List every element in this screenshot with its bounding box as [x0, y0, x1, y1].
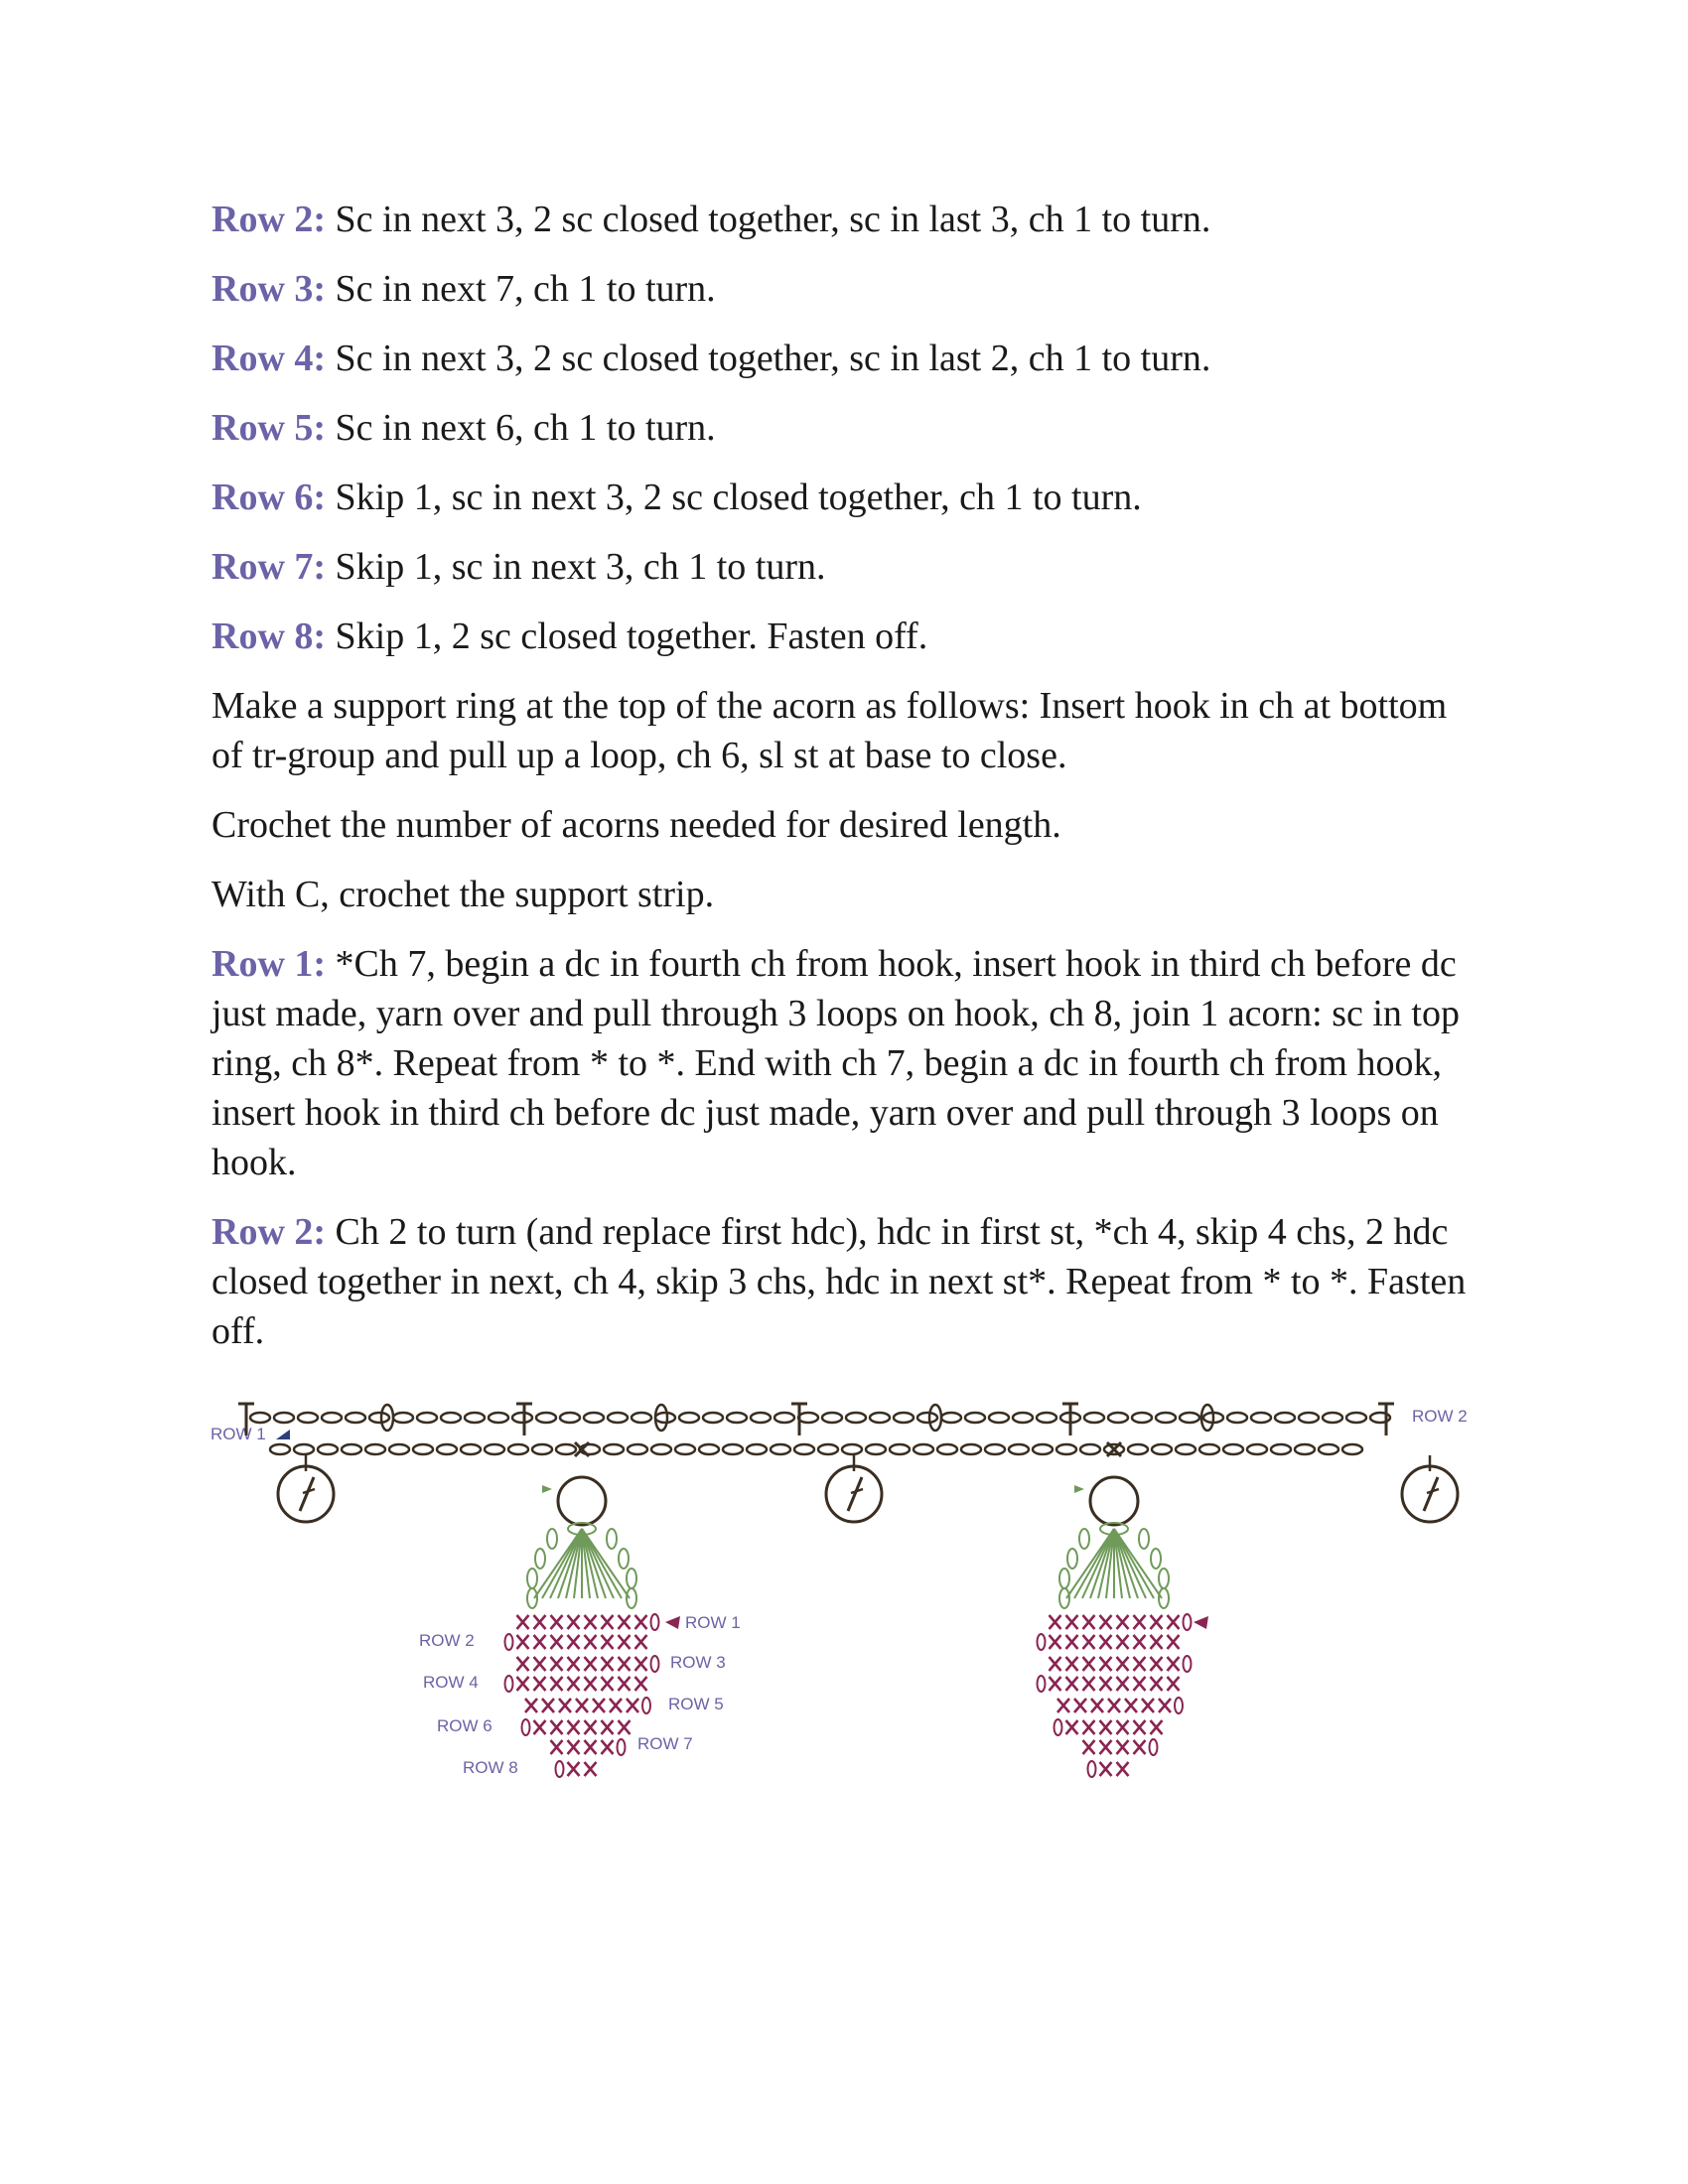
instruction-row-4 [211, 334, 1482, 383]
sc-stitch [1151, 1635, 1163, 1649]
chain-stitch [369, 1413, 389, 1423]
chain-stitch [1080, 1444, 1100, 1454]
acorn-row7-label: ROW 7 [637, 1734, 693, 1753]
chain-stitch [1009, 1444, 1029, 1454]
chain-stitch [318, 1444, 338, 1454]
chain-stitch [1275, 1413, 1295, 1423]
acorn-row3-label: ROW 3 [670, 1653, 726, 1672]
sc-stitch [576, 1699, 588, 1712]
cap-chain [1059, 1588, 1069, 1608]
dc-stitch [848, 1477, 862, 1511]
sc-stitch [1151, 1615, 1163, 1629]
sc-stitch [1066, 1720, 1078, 1734]
sc-stitch [525, 1699, 537, 1712]
support-strip-paragraph [211, 870, 1482, 919]
sc-stitch [1050, 1657, 1061, 1671]
sc-stitch [1159, 1699, 1171, 1712]
sc-stitch [568, 1677, 580, 1691]
chain-stitch [274, 1413, 294, 1423]
row-label: Row 2: [211, 1211, 327, 1253]
chain-stitch [532, 1444, 552, 1454]
sc-stitch [602, 1615, 614, 1629]
chain-stitch [1271, 1444, 1291, 1454]
strip-row-2 [211, 1207, 1482, 1356]
chain-stitch [417, 1413, 437, 1423]
acorn-row1-arrow [665, 1616, 680, 1629]
sc-stitch [1117, 1677, 1129, 1691]
turning-chain [505, 1634, 513, 1650]
chain-stitch [1128, 1444, 1148, 1454]
row-text: Skip 1, sc in next 3, 2 sc closed together, ch 1 to turn. [326, 477, 1142, 518]
chain-stitch [822, 1413, 842, 1423]
chain-stitch [1342, 1444, 1362, 1454]
sc-stitch [602, 1720, 614, 1734]
sc-stitch [1168, 1635, 1180, 1649]
chain-stitch [699, 1444, 719, 1454]
chain-stitch [1176, 1444, 1196, 1454]
turning-chain [1088, 1761, 1096, 1777]
chain-stitch [1180, 1413, 1199, 1423]
strip-row-1 [211, 939, 1482, 1187]
sc-stitch [1134, 1657, 1146, 1671]
sc-stitch [1057, 1699, 1069, 1712]
chain-stitch [1033, 1444, 1053, 1454]
cap-chain [627, 1588, 636, 1608]
sc-stitch [635, 1615, 647, 1629]
chain-stitch [727, 1413, 747, 1423]
chain-stitch [894, 1413, 914, 1423]
cap-chain [527, 1588, 537, 1608]
sc-stitch [551, 1720, 563, 1734]
chain-stitch [485, 1444, 504, 1454]
sc-stitch [585, 1720, 597, 1734]
row-label: Row 5: [211, 407, 327, 449]
sc-stitch [1083, 1720, 1095, 1734]
chain-stitch [1346, 1413, 1366, 1423]
chain-stitch [798, 1413, 818, 1423]
sc-stitch [534, 1677, 546, 1691]
row-text: Sc in next 7, ch 1 to turn. [326, 268, 716, 310]
sc-stitch [1134, 1720, 1146, 1734]
chain-stitch [818, 1444, 838, 1454]
sc-stitch [1100, 1615, 1112, 1629]
sc-stitch [568, 1720, 580, 1734]
row-text: Skip 1, sc in next 3, ch 1 to turn. [326, 546, 826, 588]
hdc-cluster [929, 1405, 941, 1431]
chain-stitch [1323, 1413, 1342, 1423]
turning-chain [1150, 1739, 1158, 1755]
sc-stitch [1117, 1720, 1129, 1734]
sc-stitch [568, 1635, 580, 1649]
sc-stitch [534, 1657, 546, 1671]
sc-stitch [1100, 1635, 1112, 1649]
chain-stitch [965, 1413, 985, 1423]
sc-stitch [1066, 1635, 1078, 1649]
chain-stitch [870, 1413, 890, 1423]
acorn-row1-label: ROW 1 [685, 1613, 741, 1632]
instruction-text [211, 195, 1482, 1376]
sc-stitch [1134, 1740, 1146, 1754]
sc-stitch [1142, 1699, 1154, 1712]
turning-chain [651, 1656, 659, 1672]
sc-stitch [542, 1699, 554, 1712]
cap-chain [535, 1549, 545, 1569]
chain-stitch [1319, 1444, 1338, 1454]
sc-stitch [1100, 1677, 1112, 1691]
chain-stitch [437, 1444, 457, 1454]
chain-stitch [1223, 1444, 1243, 1454]
turning-chain [1038, 1676, 1046, 1692]
chain-stitch [1037, 1413, 1056, 1423]
paragraph-text: With C, crochet the support strip. [211, 874, 715, 915]
chain-stitch [250, 1413, 270, 1423]
turning-chain [651, 1614, 659, 1630]
support-ring [558, 1477, 606, 1525]
sc-stitch [610, 1699, 622, 1712]
cap-chain [619, 1549, 629, 1569]
turning-chain [642, 1698, 650, 1713]
instruction-row-2 [211, 195, 1482, 244]
row-text: Skip 1, 2 sc closed together. Fasten off. [326, 615, 928, 657]
sc-stitch [619, 1615, 631, 1629]
support-ring [1090, 1477, 1138, 1525]
chain-stitch [441, 1413, 461, 1423]
sc-stitch [517, 1657, 529, 1671]
sc-stitch [1066, 1677, 1078, 1691]
sc-stitch [1134, 1677, 1146, 1691]
row-label: Row 6: [211, 477, 327, 518]
sc-stitch [534, 1720, 546, 1734]
turning-chain [1055, 1719, 1062, 1735]
chain-stitch [774, 1413, 794, 1423]
chain-stitch [842, 1444, 862, 1454]
chain-stitch [584, 1413, 604, 1423]
chain-stitch [1156, 1413, 1176, 1423]
chain-stitch [866, 1444, 886, 1454]
chain-stitch [389, 1444, 409, 1454]
crochet-chart [199, 1390, 1509, 1807]
row-label: Row 8: [211, 615, 327, 657]
cap-chain [607, 1529, 617, 1549]
sc-stitch [585, 1677, 597, 1691]
sc-stitch [1117, 1657, 1129, 1671]
chain-stitch [270, 1444, 290, 1454]
chain-stitch [413, 1444, 433, 1454]
sc-stitch [602, 1677, 614, 1691]
chain-stitch [655, 1413, 675, 1423]
sc-stitch [551, 1615, 563, 1629]
sc-stitch [1151, 1657, 1163, 1671]
chain-stitch [890, 1444, 910, 1454]
paragraph-text: Crochet the number of acorns needed for desired length. [211, 804, 1061, 846]
chain-stitch [608, 1413, 628, 1423]
cap-chain [1059, 1569, 1069, 1588]
cap-chain [1159, 1569, 1169, 1588]
sc-stitch [619, 1677, 631, 1691]
turning-chain [522, 1719, 530, 1735]
sc-stitch [517, 1635, 529, 1649]
sc-stitch [585, 1635, 597, 1649]
instruction-row-8 [211, 612, 1482, 661]
chain-stitch [1199, 1444, 1219, 1454]
chain-stitch [917, 1413, 937, 1423]
hdc-cluster [655, 1405, 667, 1431]
sc-stitch [517, 1615, 529, 1629]
chain-stitch [651, 1444, 671, 1454]
sc-stitch [559, 1699, 571, 1712]
sc-stitch [1117, 1762, 1129, 1776]
chain-stitch [628, 1444, 647, 1454]
row-text: Sc in next 3, 2 sc closed together, sc in last 2, ch 1 to turn. [326, 338, 1211, 379]
instruction-row-6 [211, 473, 1482, 522]
sc-stitch [585, 1740, 597, 1754]
sc-stitch [1117, 1615, 1129, 1629]
sc-stitch [551, 1635, 563, 1649]
sc-stitch [568, 1615, 580, 1629]
sc-stitch [1074, 1699, 1086, 1712]
sc-stitch [551, 1677, 563, 1691]
chain-stitch [1299, 1413, 1319, 1423]
sc-stitch [1108, 1699, 1120, 1712]
chain-stitch [941, 1413, 961, 1423]
acorn-row5-label: ROW 5 [668, 1695, 724, 1713]
sc-stitch [551, 1657, 563, 1671]
sc-stitch [1100, 1740, 1112, 1754]
chain-stitch [322, 1413, 342, 1423]
sc-stitch [1117, 1635, 1129, 1649]
chain-stitch [723, 1444, 743, 1454]
chain-stitch [1132, 1413, 1152, 1423]
chain-stitch [985, 1444, 1005, 1454]
chain-stitch [703, 1413, 723, 1423]
chain-stitch [342, 1444, 361, 1454]
ring-arrow [1074, 1485, 1084, 1493]
turning-chain [618, 1739, 626, 1755]
cap-chain [1151, 1549, 1161, 1569]
sc-stitch [534, 1635, 546, 1649]
row-label: Row 1: [211, 943, 327, 985]
acorn-right [1038, 1477, 1192, 1777]
chain-stitch [512, 1413, 532, 1423]
sc-stitch [1083, 1635, 1095, 1649]
sc-stitch [619, 1635, 631, 1649]
chain-stitch [461, 1444, 481, 1454]
sc-stitch [1083, 1740, 1095, 1754]
sc-stitch [602, 1635, 614, 1649]
chain-stitch [489, 1413, 508, 1423]
cap-chain [1079, 1529, 1089, 1549]
sc-stitch [1117, 1740, 1129, 1754]
row-text: Sc in next 6, ch 1 to turn. [326, 407, 716, 449]
ring-arrow [542, 1485, 552, 1493]
sc-stitch [1066, 1657, 1078, 1671]
strip-row2-label: ROW 2 [1412, 1407, 1468, 1426]
sc-stitch [635, 1657, 647, 1671]
row-text: *Ch 7, begin a dc in fourth ch from hook, insert hook in third ch before dc just made, yarn over and pull through 3 loops on hook, ch 8, join 1 acorn: sc in top ring, ch 8*. Repeat from * to *. End with ch 7, begin a dc in fourth ch from hook, insert hook in third ch before dc just made, yarn over and pull through 3 loops on hook. [211, 943, 1460, 1183]
sc-stitch [568, 1762, 580, 1776]
chain-stitch [1227, 1413, 1247, 1423]
sc-stitch [1168, 1677, 1180, 1691]
acorn-row2-label: ROW 2 [419, 1631, 475, 1650]
sc-stitch [568, 1657, 580, 1671]
support-strip [238, 1404, 1458, 1522]
instruction-row-7 [211, 542, 1482, 592]
chain-stitch [679, 1413, 699, 1423]
row-label: Row 3: [211, 268, 327, 310]
chain-stitch [1013, 1413, 1033, 1423]
chain-stitch [393, 1413, 413, 1423]
turning-chain [505, 1676, 513, 1692]
paragraph-text: Make a support ring at the top of the acorn as follows: Insert hook in ch at bottom of tr-group and pull up a loop, ch 6, sl st at base to close. [211, 685, 1448, 776]
turning-chain [1038, 1634, 1046, 1650]
chain-stitch [1108, 1413, 1128, 1423]
sc-stitch [534, 1615, 546, 1629]
sc-stitch [1134, 1635, 1146, 1649]
sc-stitch [593, 1699, 605, 1712]
sc-stitch [1083, 1657, 1095, 1671]
chain-stitch [1247, 1444, 1267, 1454]
turning-chain [1175, 1698, 1183, 1713]
sc-stitch [1091, 1699, 1103, 1712]
chain-stitch [989, 1413, 1009, 1423]
dc-stitch [1424, 1477, 1438, 1511]
sc-stitch [1125, 1699, 1137, 1712]
sc-stitch [568, 1740, 580, 1754]
chain-stitch [294, 1444, 314, 1454]
sc-stitch [1134, 1615, 1146, 1629]
sc-stitch [1050, 1677, 1061, 1691]
sc-stitch [1100, 1720, 1112, 1734]
turning-chain [556, 1761, 564, 1777]
sc-stitch [635, 1635, 647, 1649]
sc-stitch [1168, 1657, 1180, 1671]
cap-chain [1159, 1588, 1169, 1608]
acorn-left [505, 1477, 659, 1777]
chain-stitch [1084, 1413, 1104, 1423]
dc-stitch [300, 1477, 314, 1511]
sc-stitch [1100, 1762, 1112, 1776]
chain-stitch [604, 1444, 624, 1454]
chain-stitch [675, 1444, 695, 1454]
sc-stitch [1168, 1615, 1180, 1629]
instruction-row-3 [211, 264, 1482, 314]
hdc-cluster [381, 1405, 393, 1431]
chain-stitch [914, 1444, 933, 1454]
chain-stitch [1152, 1444, 1172, 1454]
sc-stitch [551, 1740, 563, 1754]
instruction-row-5 [211, 403, 1482, 453]
chain-stitch [365, 1444, 385, 1454]
sc-stitch [627, 1699, 638, 1712]
sc-stitch [1151, 1677, 1163, 1691]
acorn-right-row1-arrow [1194, 1616, 1208, 1629]
row-label: Row 2: [211, 199, 327, 240]
acorn-row8-label: ROW 8 [463, 1758, 518, 1777]
sc-stitch [602, 1740, 614, 1754]
sc-stitch [1083, 1615, 1095, 1629]
chain-stitch [632, 1413, 651, 1423]
cap-chain [547, 1529, 557, 1549]
sc-stitch [585, 1762, 597, 1776]
sc-stitch [585, 1657, 597, 1671]
cap-chain [1067, 1549, 1077, 1569]
sc-stitch [1100, 1657, 1112, 1671]
acorn-count-paragraph [211, 800, 1482, 850]
chain-stitch [846, 1413, 866, 1423]
row-text: Ch 2 to turn (and replace first hdc), hdc in first st, *ch 4, skip 4 chs, 2 hdc closed together in next, ch 4, skip 3 chs, hdc in next st*. Repeat from * to *. Fasten off. [211, 1211, 1467, 1352]
chain-stitch [508, 1444, 528, 1454]
sc-stitch [1151, 1720, 1163, 1734]
cap-chain [627, 1569, 636, 1588]
sc-stitch [585, 1615, 597, 1629]
row-label: Row 4: [211, 338, 327, 379]
chain-stitch [1295, 1444, 1315, 1454]
acorn-row6-label: ROW 6 [437, 1716, 492, 1735]
cap-chain [527, 1569, 537, 1588]
chain-stitch [465, 1413, 485, 1423]
chain-stitch [961, 1444, 981, 1454]
chain-stitch [747, 1444, 767, 1454]
sc-stitch [1050, 1615, 1061, 1629]
turning-chain [1184, 1656, 1192, 1672]
chain-stitch [536, 1413, 556, 1423]
chain-stitch [794, 1444, 814, 1454]
chain-stitch [1056, 1444, 1076, 1454]
row-label: Row 7: [211, 546, 327, 588]
support-ring-paragraph [211, 681, 1482, 780]
chain-stitch [771, 1444, 790, 1454]
chain-stitch [560, 1413, 580, 1423]
acorn-row4-label: ROW 4 [423, 1673, 479, 1692]
sc-stitch [635, 1677, 647, 1691]
cap-chain [1139, 1529, 1149, 1549]
chain-stitch [751, 1413, 771, 1423]
chain-stitch [1251, 1413, 1271, 1423]
chain-stitch [298, 1413, 318, 1423]
sc-stitch [1083, 1677, 1095, 1691]
row-text: Sc in next 3, 2 sc closed together, sc in last 3, ch 1 to turn. [326, 199, 1211, 240]
sc-stitch [619, 1657, 631, 1671]
strip-row1-arrow [276, 1430, 290, 1439]
sc-stitch [517, 1677, 529, 1691]
turning-chain [1184, 1614, 1192, 1630]
chain-stitch [346, 1413, 365, 1423]
sc-stitch [602, 1657, 614, 1671]
sc-stitch [1066, 1615, 1078, 1629]
sc-stitch [619, 1720, 631, 1734]
strip-row1-label: ROW 1 [211, 1425, 266, 1443]
chain-stitch [556, 1444, 576, 1454]
sc-stitch [1050, 1635, 1061, 1649]
chain-stitch [937, 1444, 957, 1454]
